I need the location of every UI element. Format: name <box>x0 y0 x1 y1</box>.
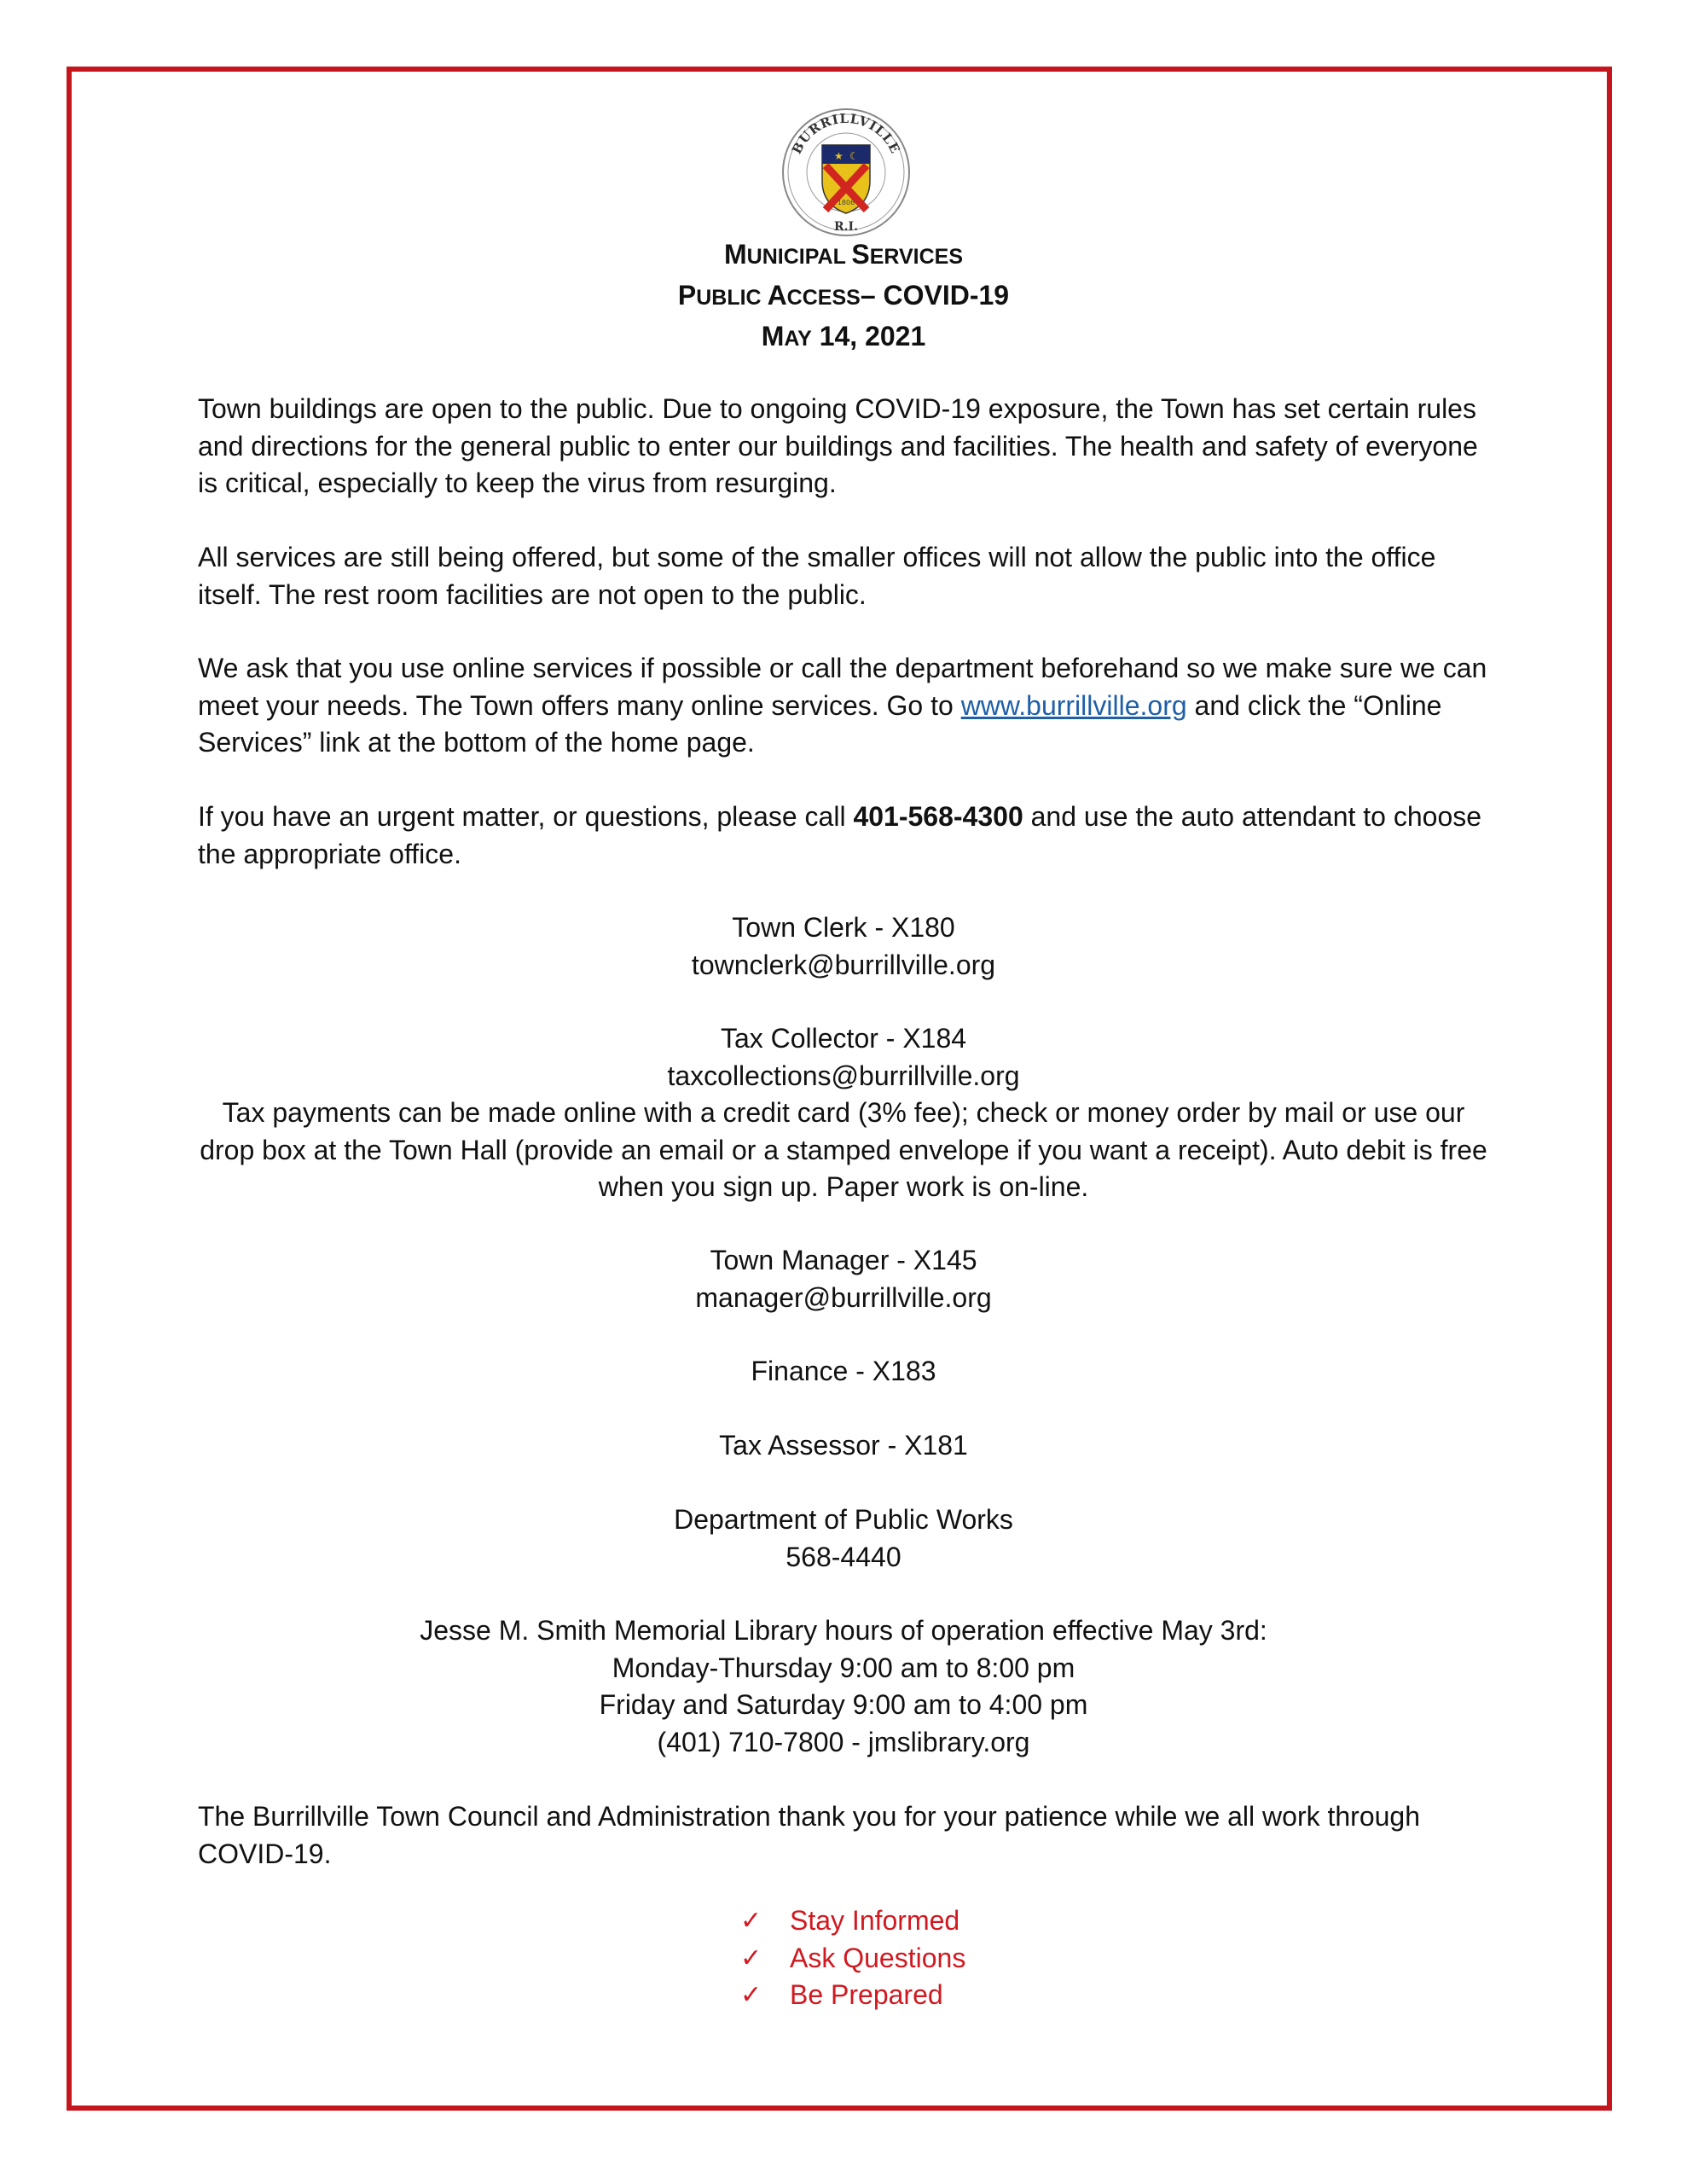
check-icon: ✓ <box>740 1943 762 1973</box>
title-date: MAY 14, 2021 <box>761 321 926 351</box>
tax-assessor-contact <box>0 1427 1687 1465</box>
services-paragraph: All services are still being offered, but some of the smaller offices will not allow the public into the office itself. The rest room facilities are not open to the public. <box>198 542 1436 610</box>
tax-collector-contact <box>0 1020 1687 1095</box>
online-services-text-end: and click the “Online Services” link at the bottom of the home page. <box>198 689 1442 758</box>
town-seal-logo <box>778 104 914 241</box>
public-works-contact <box>0 1502 1687 1576</box>
checklist-item <box>740 1977 1081 2014</box>
check-icon: ✓ <box>740 1980 762 2011</box>
checklist-item-label: Be Prepared <box>790 1979 943 2011</box>
town-clerk-extension: Town Clerk - X180 <box>732 912 955 943</box>
tax-collector-email: taxcollections@burrillville.org <box>667 1060 1020 1091</box>
checklist-item <box>740 1902 1081 1940</box>
main-phone-number: 401-568-4300 <box>853 801 1023 832</box>
town-manager-email: manager@burrillville.org <box>695 1281 992 1313</box>
urgent-matter-paragraph <box>198 799 1494 873</box>
finance-extension: Finance - X183 <box>751 1356 936 1386</box>
intro-paragraph: Town buildings are open to the public. Due to ongoing COVID-19 exposure, the Town has set certain rules and directions for the general public to enter our buildings and facilities. The health and safety of everyone is critical, especially to keep the virus from resurging. <box>198 393 1478 498</box>
public-works-name: Department of Public Works <box>674 1504 1013 1535</box>
library-contact: (401) 710-7800 - jmslibrary.org <box>657 1726 1030 1757</box>
closing-paragraph: The Burrillville Town Council and Administration thank you for your patience while we all work through COVID-19. <box>198 1801 1421 1869</box>
town-manager-extension: Town Manager - X145 <box>710 1245 977 1275</box>
checklist-item-label: Ask Questions <box>790 1942 966 1973</box>
check-icon: ✓ <box>740 1906 762 1937</box>
title-municipal-services: MUNICIPAL SERVICES <box>723 239 963 270</box>
svg-text:1806: 1806 <box>837 199 855 206</box>
town-clerk-contact <box>0 909 1687 984</box>
finance-contact <box>0 1353 1687 1391</box>
public-works-phone: 568-4440 <box>786 1541 901 1572</box>
library-weekend-hours: Friday and Saturday 9:00 am to 4:00 pm <box>599 1689 1088 1720</box>
town-clerk-email: townclerk@burrillville.org <box>691 949 996 980</box>
library-heading: Jesse M. Smith Memorial Library hours of operation effective May 3rd: <box>420 1615 1267 1646</box>
town-manager-contact <box>0 1242 1687 1316</box>
burrillville-website-link[interactable]: www.burrillville.org <box>960 689 1187 721</box>
tax-assessor-extension: Tax Assessor - X181 <box>719 1430 968 1461</box>
svg-text:★: ★ <box>834 150 844 162</box>
svg-text:R.I.: R.I. <box>834 220 858 234</box>
library-hours <box>0 1612 1687 1761</box>
title-public-access: PUBLIC ACCESS– COVID-19 <box>677 280 1010 311</box>
tax-collector-extension: Tax Collector - X184 <box>720 1023 967 1054</box>
urgent-text: If you have an urgent matter, or questions, please call <box>198 801 854 832</box>
checklist-item-label: Stay Informed <box>790 1905 960 1937</box>
library-weekday-hours: Monday-Thursday 9:00 am to 8:00 pm <box>612 1652 1075 1683</box>
online-services-paragraph <box>198 650 1494 762</box>
tax-payment-note: Tax payments can be made online with a credit card (3% fee); check or money order by mail or use our drop box at the Town Hall (provide an email or a stamped envelope if you want a receipt). Auto debit is free when you sign up. Paper work is on-line. <box>200 1097 1487 1202</box>
online-services-text: We ask that you use online services if possible or call the department beforehand so we make sure we can meet your needs. The Town offers many online services. Go to <box>198 653 1487 721</box>
svg-text:BURRILLVILLE: BURRILLVILLE <box>788 110 904 157</box>
checklist-item <box>740 1940 1081 1978</box>
urgent-text-end: and use the auto attendant to choose the appropriate office. <box>198 801 1482 869</box>
reminder-checklist <box>740 1902 1081 2014</box>
svg-text:☾: ☾ <box>849 150 859 162</box>
